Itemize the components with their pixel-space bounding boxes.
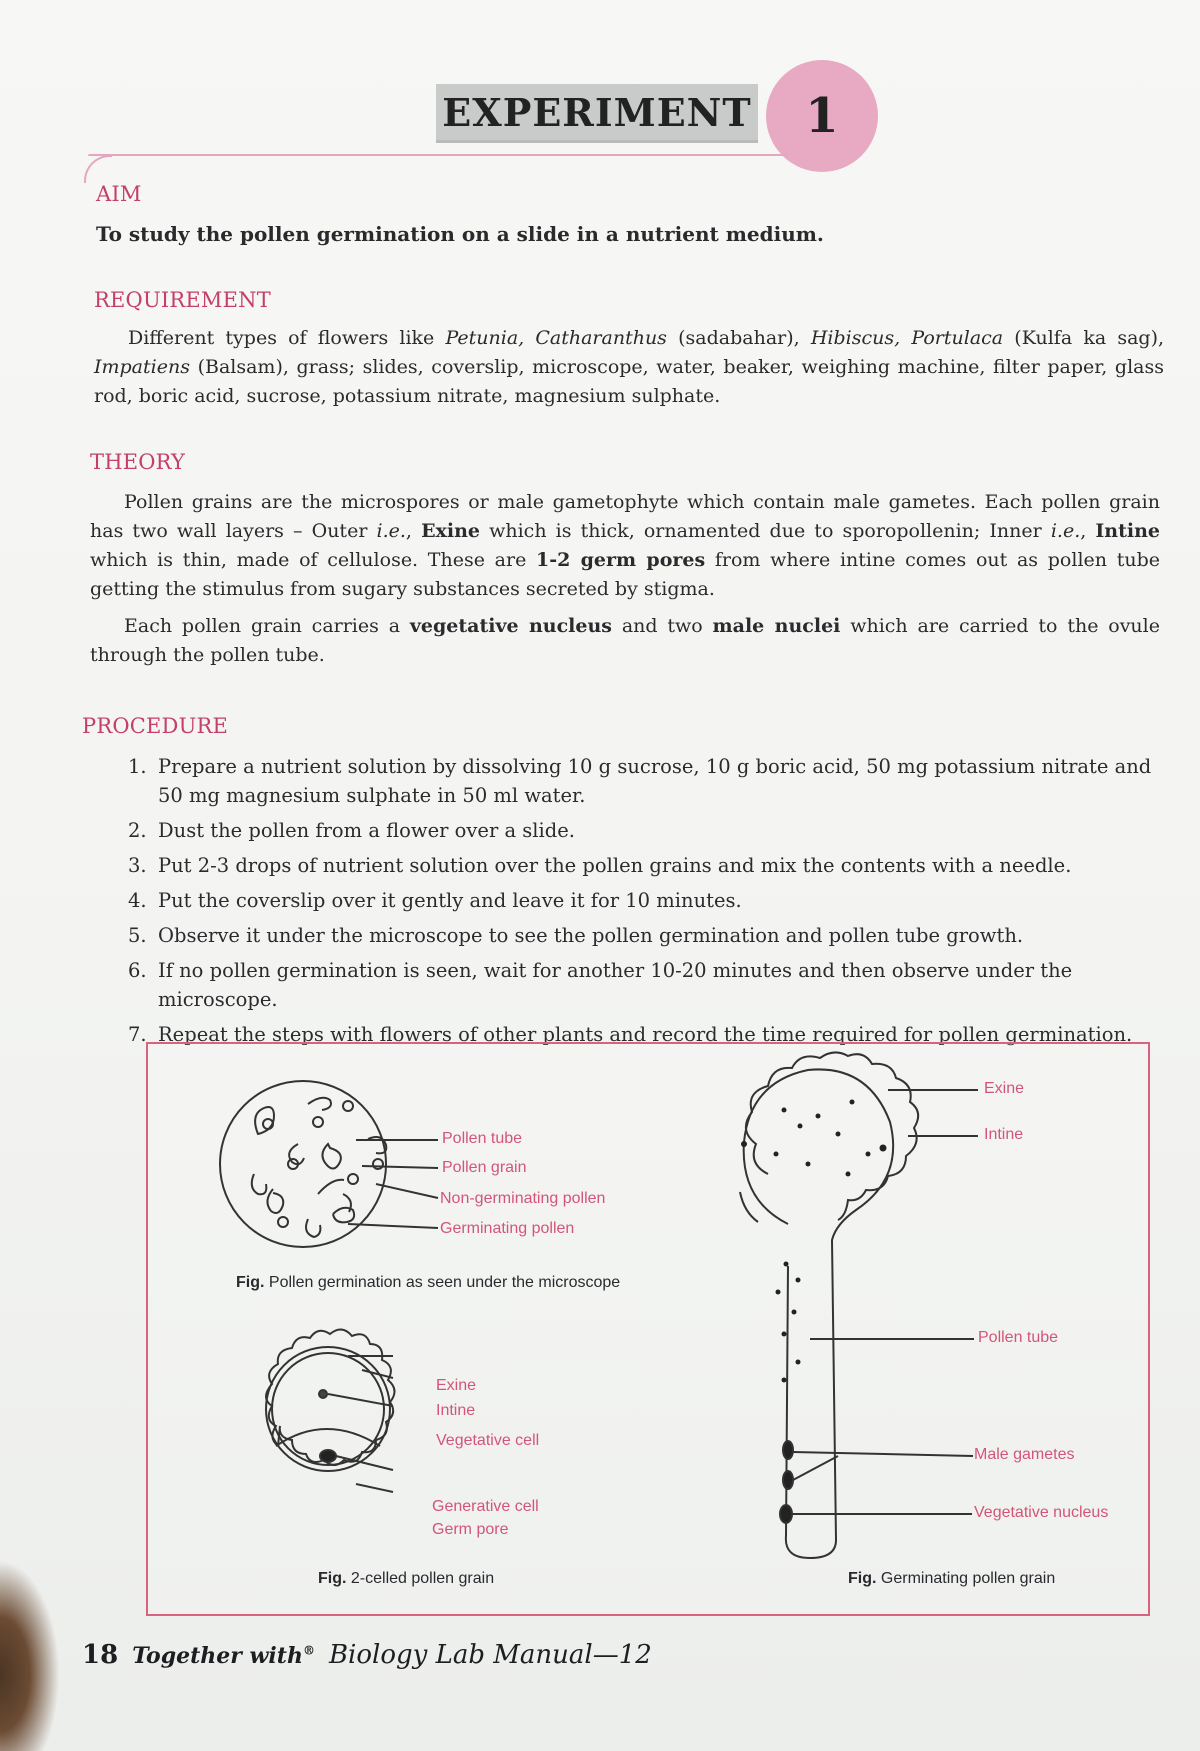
caption-text: Germinating pollen grain (880, 1570, 1056, 1587)
germinating-pollen-figure (740, 1052, 978, 1558)
pollen-tube-mark (343, 1194, 351, 1212)
pollen-grain-dot (313, 1117, 323, 1127)
pollen-grain-dot (278, 1217, 288, 1227)
label-non-germinating-pollen: Non-germinating pollen (440, 1190, 606, 1207)
leader-line (356, 1484, 393, 1492)
requirement-species: Impatiens (94, 356, 190, 378)
requirement-part: (sadabahar), (666, 327, 811, 349)
step-text: Put 2-3 drops of nutrient solution over the pollen grains and mix the contents with a needle. (158, 854, 1072, 877)
procedure-steps (128, 752, 1160, 1049)
pollen-grain-dot (348, 1174, 358, 1184)
label-male-gametes: Male gametes (974, 1446, 1075, 1463)
page-number: 18 (82, 1640, 119, 1670)
procedure-step (128, 816, 1160, 845)
pollen-tube-mark (252, 1174, 267, 1194)
registered-mark: ® (302, 1643, 315, 1658)
label-pollen-grain: Pollen grain (442, 1159, 527, 1176)
microscope-view-figure (220, 1081, 438, 1247)
pollen-grain-dot (343, 1101, 353, 1111)
theory-part: , (1080, 520, 1096, 542)
theory-paragraph-2 (90, 612, 1160, 670)
aim-heading: AIM (96, 182, 142, 206)
theory-abbrev: i.e. (1050, 520, 1081, 542)
brand-logo (132, 1643, 315, 1669)
requirement-species: Petunia, Catharanthus (445, 327, 667, 349)
theory-abbrev: i.e. (376, 520, 406, 542)
theory-part: from where intine comes out as pollen tube getting the stimulus from sugary substances secreted by stigma. (90, 549, 1160, 600)
germinating-pollen-mark (306, 1219, 320, 1237)
step-number: 4. (128, 889, 147, 912)
theory-term-exine: Exine (421, 520, 480, 542)
experiment-label: EXPERIMENT (436, 84, 758, 143)
header-rule-curve (84, 155, 112, 183)
label-intine: Intine (984, 1126, 1024, 1143)
procedure-heading: PROCEDURE (82, 714, 229, 738)
male-gamete-dot (783, 1441, 793, 1459)
caption-prefix: Fig. (848, 1570, 877, 1587)
caption-prefix: Fig. (318, 1570, 347, 1587)
germinating-pollen-mark (267, 1189, 283, 1213)
aim-text: To study the pollen germination on a slide in a nutrient medium. (96, 222, 824, 246)
procedure-step (128, 851, 1160, 880)
step-number: 6. (128, 959, 147, 982)
theory-heading: THEORY (90, 450, 186, 474)
theory-term-intine: Intine (1095, 520, 1160, 542)
book-title: Biology Lab Manual—12 (328, 1640, 652, 1670)
label-pollen-tube: Pollen tube (978, 1329, 1059, 1346)
figure-panel (146, 1042, 1150, 1616)
theory-part: Pollen grains are the microspores or male gametophyte which contain male gametes. Each pollen grain has two wall layers – Outer (90, 491, 1160, 542)
step-number: 1. (128, 755, 147, 778)
procedure-step (128, 956, 1160, 1014)
label-vegetative-cell: Vegetative cell (436, 1432, 540, 1449)
intine-inner-outline (272, 1353, 384, 1465)
label-germ-pore: Germ pore (432, 1521, 509, 1538)
label-pollen-tube: Pollen tube (442, 1130, 523, 1147)
germinating-pollen-mark (322, 1144, 340, 1169)
pollen-tube-mark (308, 1098, 331, 1110)
step-text: Repeat the steps with flowers of other plants and record the time required for pollen germination. (158, 1023, 1133, 1046)
leader-line (793, 1456, 838, 1480)
label-vegetative-nucleus: Vegetative nucleus (974, 1504, 1109, 1521)
two-celled-pollen-figure (266, 1329, 395, 1492)
caption-prefix: Fig. (236, 1274, 265, 1291)
step-number: 2. (128, 819, 147, 842)
step-number: 7. (128, 1023, 147, 1046)
pollen-tube-mark (318, 1180, 344, 1194)
caption-two-celled (318, 1570, 494, 1588)
procedure-step (128, 921, 1160, 950)
caption-germinating (848, 1570, 1055, 1588)
theory-term-male-nuclei: male nuclei (712, 615, 841, 637)
label-exine: Exine (436, 1377, 477, 1394)
label-germinating-pollen: Germinating pollen (440, 1220, 575, 1237)
theory-part: which is thick, ornamented due to sporopollenin; Inner (480, 520, 1051, 542)
label-exine: Exine (984, 1080, 1025, 1097)
requirement-part: (Kulfa ka sag), (1003, 327, 1165, 349)
caption-text: 2-celled pollen grain (350, 1570, 495, 1587)
requirement-heading: REQUIREMENT (94, 288, 271, 312)
brand-name: Together with (132, 1643, 303, 1669)
theory-part: which is thin, made of cellulose. These are (90, 549, 537, 571)
caption-text: Pollen germination as seen under the microscope (268, 1274, 621, 1291)
intine-pollen-tube-outline (744, 1069, 893, 1558)
requirement-text (94, 324, 1164, 411)
step-text: Observe it under the microscope to see the pollen germination and pollen tube growth. (158, 924, 1024, 947)
step-number: 3. (128, 854, 147, 877)
theory-part: and two (612, 615, 713, 637)
step-text: If no pollen germination is seen, wait for another 10-20 minutes and then observe under the microscope. (158, 959, 1073, 1011)
label-generative-cell: Generative cell (432, 1498, 539, 1515)
microscope-field-circle (220, 1081, 386, 1247)
male-gamete-dot (783, 1471, 793, 1489)
vegetative-nucleus-dot (319, 1390, 327, 1398)
theory-term-vegetative-nucleus: vegetative nucleus (409, 615, 612, 637)
requirement-species: Hibiscus, Portulaca (810, 327, 1004, 349)
caption-microscope (236, 1274, 620, 1292)
page-footer (82, 1640, 652, 1670)
theory-section (90, 450, 1160, 670)
step-number: 5. (128, 924, 147, 947)
step-text: Prepare a nutrient solution by dissolving 10 g sucrose, 10 g boric acid, 50 mg potassium nitrate and 50 mg magnesium sulphate in 50 ml water. (158, 755, 1152, 807)
procedure-section (82, 714, 1160, 1055)
leader-line (793, 1452, 973, 1456)
header-rule (88, 154, 788, 156)
aim-section (96, 182, 1146, 246)
hand-shadow (0, 1560, 60, 1751)
generative-nucleus-dot (320, 1450, 336, 1462)
requirement-part: (Balsam), grass; slides, coverslip, microscope, water, beaker, weighing machine, filter paper, glass rod, boric acid, sucrose, potassium nitrate, magnesium sulphate. (94, 356, 1164, 407)
leader-line (376, 1184, 438, 1198)
experiment-number-badge: 1 (766, 60, 878, 172)
requirement-part: Different types of flowers like (128, 327, 446, 349)
vegetative-nucleus-dot (780, 1505, 792, 1523)
cytoplasm-dots (741, 1100, 887, 1383)
requirement-section (94, 288, 1164, 411)
leader-line (348, 1224, 438, 1228)
theory-part: , (405, 520, 422, 542)
step-text: Put the coverslip over it gently and leave it for 10 minutes. (158, 889, 742, 912)
procedure-step (128, 886, 1160, 915)
theory-paragraph-1 (90, 488, 1160, 604)
theory-part: Each pollen grain carries a (124, 615, 410, 637)
theory-term-germ-pores: 1-2 germ pores (536, 549, 706, 571)
label-intine: Intine (436, 1402, 476, 1419)
procedure-step (128, 752, 1160, 810)
step-text: Dust the pollen from a flower over a slide. (158, 819, 575, 842)
theory-part: which are carried to the ovule through the pollen tube. (90, 615, 1160, 666)
